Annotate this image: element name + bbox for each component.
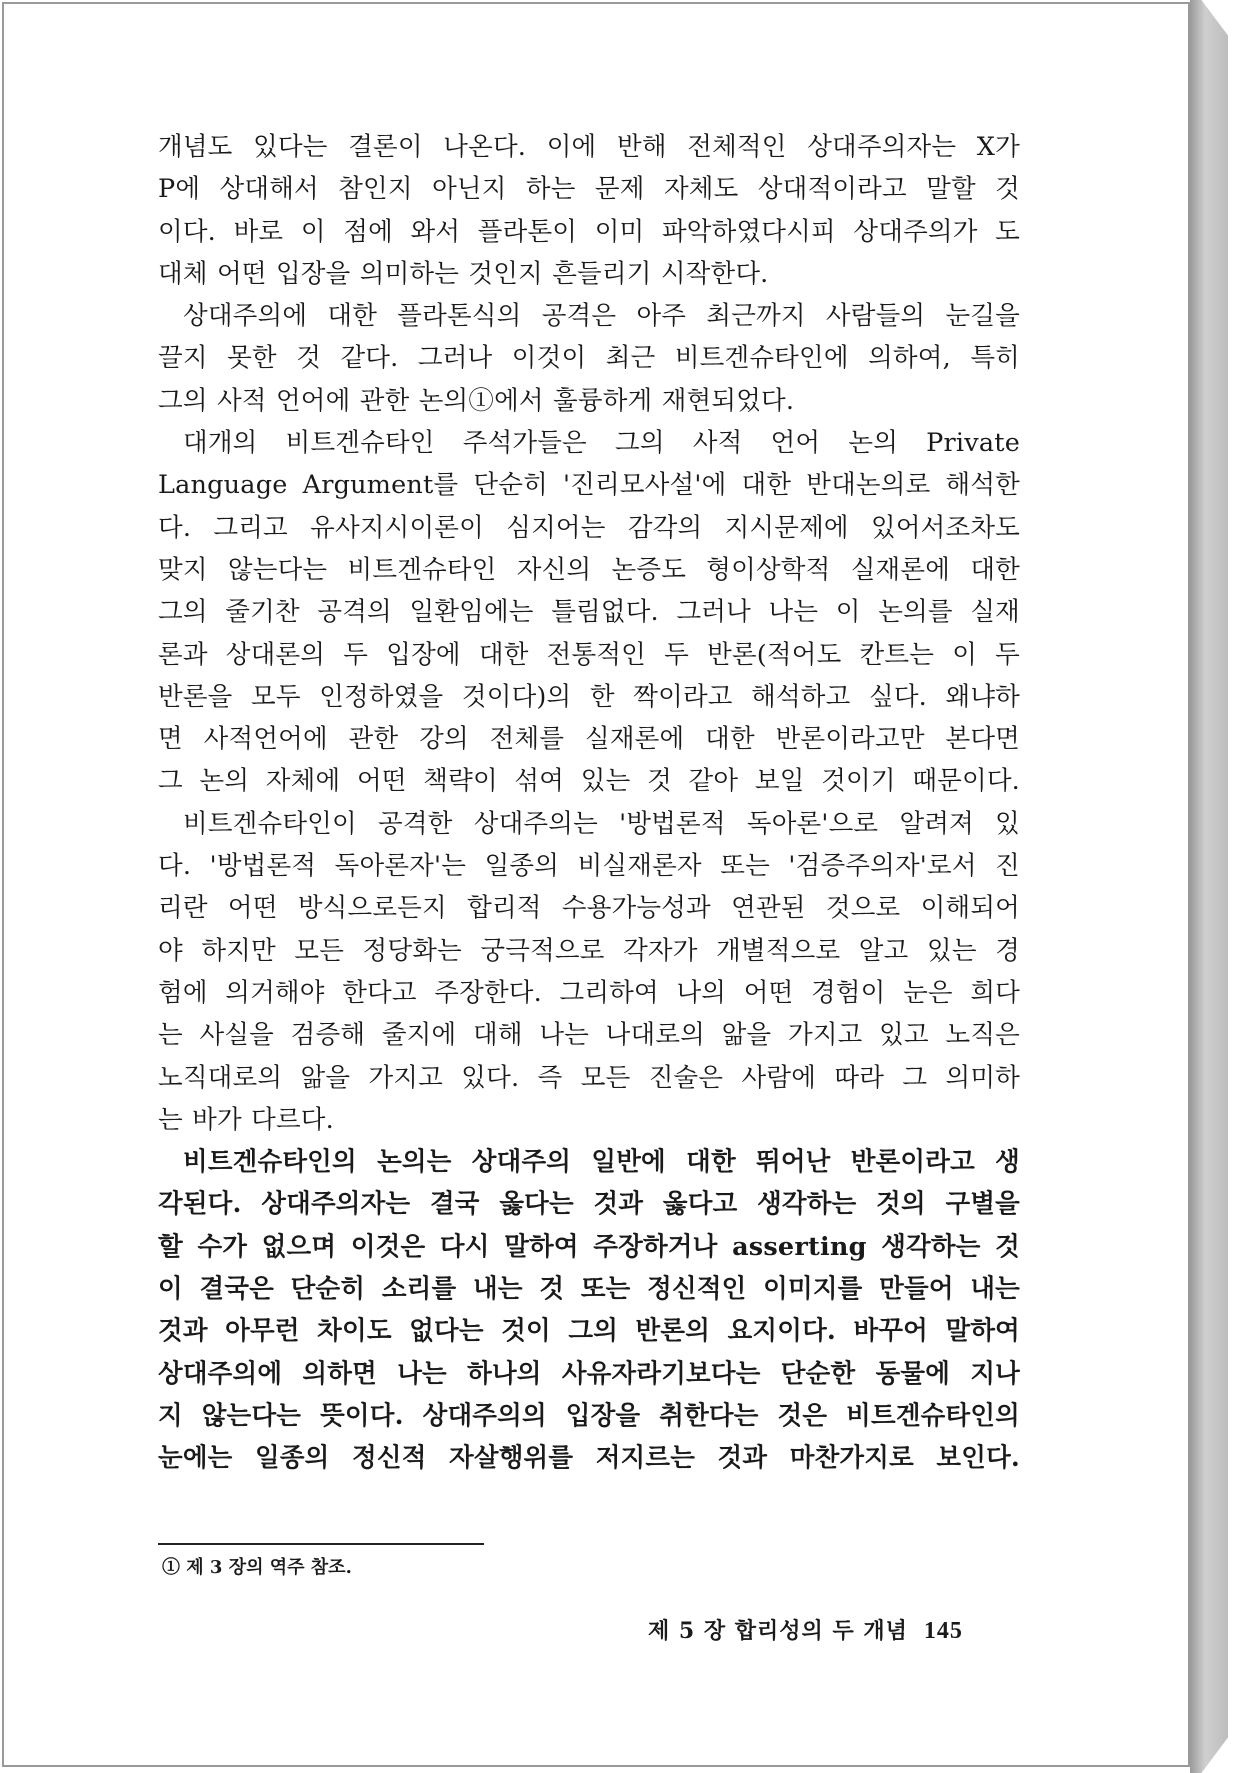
page-number: 145 <box>923 1618 963 1644</box>
text-line: 대체 어떤 입장을 의미하는 것인지 흔들리기 시작한다. <box>158 258 769 289</box>
running-footer <box>648 1614 963 1645</box>
footnote-divider <box>158 1543 484 1545</box>
text-line: 개념도 있다는 결론이 나온다. 이에 반해 전체적인 상대주의자는 X가 <box>158 132 1020 162</box>
text-line: 다. 그리고 유사지시이론이 심지어는 감각의 지시문제에 있어서조차도 <box>158 512 1020 543</box>
text-line: 비트겐슈타인이 공격한 상대주의는 '방법론적 독아론'으로 알려져 있 <box>183 808 1020 839</box>
text-line: 것과 아무런 차이도 없다는 것이 그의 반론의 요지이다. 바꾸어 말하여 <box>158 1316 1020 1347</box>
text-line: 론과 상대론의 두 입장에 대한 전통적인 두 반론(적어도 칸트는 이 두 <box>158 639 1020 670</box>
chapter-title: 제 5 장 합리성의 두 개념 <box>648 1618 908 1644</box>
text-line: 각된다. 상대주의자는 결국 옳다는 것과 옳다고 생각하는 것의 구별을 <box>158 1189 1020 1220</box>
text-line: 끌지 못한 것 같다. 그러나 이것이 최근 비트겐슈타인에 의하여, 특히 <box>158 343 1020 374</box>
paragraph <box>158 295 1020 422</box>
paragraph <box>158 126 1020 295</box>
text-line: 그의 사적 언어에 관한 논의①에서 훌륭하게 재현되었다. <box>158 385 795 416</box>
text-line: 야 하지만 모든 정당화는 궁극적으로 각자가 개별적으로 알고 있는 경 <box>158 935 1020 966</box>
text-line: 대개의 비트겐슈타인 주석가들은 그의 사적 언어 논의 Private <box>183 428 1020 459</box>
text-line: 그 논의 자체에 어떤 책략이 섞여 있는 것 같아 보일 것이기 때문이다. <box>158 766 1020 797</box>
paragraph <box>158 803 1020 1141</box>
text-line: 이 결국은 단순히 소리를 내는 것 또는 정신적인 이미지를 만들어 내는 <box>158 1274 1020 1305</box>
text-line: 이다. 바로 이 점에 와서 플라톤이 이미 파악하였다시피 상대주의가 도 <box>158 216 1020 247</box>
text-line: 노직대로의 앎을 가지고 있다. 즉 모든 진술은 사람에 따라 그 의미하 <box>158 1062 1020 1093</box>
text-line: 비트겐슈타인의 논의는 상대주의 일반에 대한 뛰어난 반론이라고 생 <box>183 1147 1020 1178</box>
text-line: 면 사적언어에 관한 강의 전체를 실재론에 대한 반론이라고만 본다면 <box>158 724 1020 755</box>
text-line: 지 않는다는 뜻이다. 상대주의의 입장을 취한다는 것은 비트겐슈타인의 <box>158 1400 1020 1431</box>
body-text <box>158 126 1020 1480</box>
text-line: 그의 줄기찬 공격의 일환임에는 틀림없다. 그러나 나는 이 논의를 실재 <box>158 597 1020 628</box>
text-line: 다. '방법론적 독아론자'는 일종의 비실재론자 또는 '검증주의자'로서 진 <box>158 851 1020 882</box>
text-line: 맞지 않는다는 비트겐슈타인 자신의 논증도 형이상학적 실재론에 대한 <box>158 554 1020 585</box>
text-line: 는 사실을 검증해 줄지에 대해 나는 나대로의 앎을 가지고 있고 노직은 <box>158 1020 1020 1051</box>
text-line: 눈에는 일종의 정신적 자살행위를 저지르는 것과 마찬가지로 보인다. <box>158 1443 1020 1474</box>
paragraph <box>158 1141 1020 1479</box>
footnote: ① 제 3 장의 역주 참조. <box>162 1557 352 1578</box>
page-edge <box>1190 0 1228 1773</box>
text-line: 상대주의에 대한 플라톤식의 공격은 아주 최근까지 사람들의 눈길을 <box>183 301 1020 332</box>
text-line: Language Argument를 단순히 '진리모사설'에 대한 반대논의로 해석한 <box>158 470 1020 501</box>
text-line: 상대주의에 의하면 나는 하나의 사유자라기보다는 단순한 동물에 지나 <box>158 1358 1020 1389</box>
text-line: 할 수가 없으며 이것은 다시 말하여 주장하거나 asserting 생각하는 것 <box>158 1231 1020 1262</box>
text-line: P에 상대해서 참인지 아닌지 하는 문제 자체도 상대적이라고 말할 것 <box>158 174 1020 205</box>
paragraph <box>158 422 1020 803</box>
text-line: 리란 어떤 방식으로든지 합리적 수용가능성과 연관된 것으로 이해되어 <box>158 893 1020 924</box>
text-line: 험에 의거해야 한다고 주장한다. 그리하여 나의 어떤 경험이 눈은 희다 <box>158 977 1020 1008</box>
text-line: 는 바가 다르다. <box>158 1104 334 1135</box>
text-line: 반론을 모두 인정하였을 것이다)의 한 짝이라고 해석하고 싶다. 왜냐하 <box>158 681 1020 712</box>
